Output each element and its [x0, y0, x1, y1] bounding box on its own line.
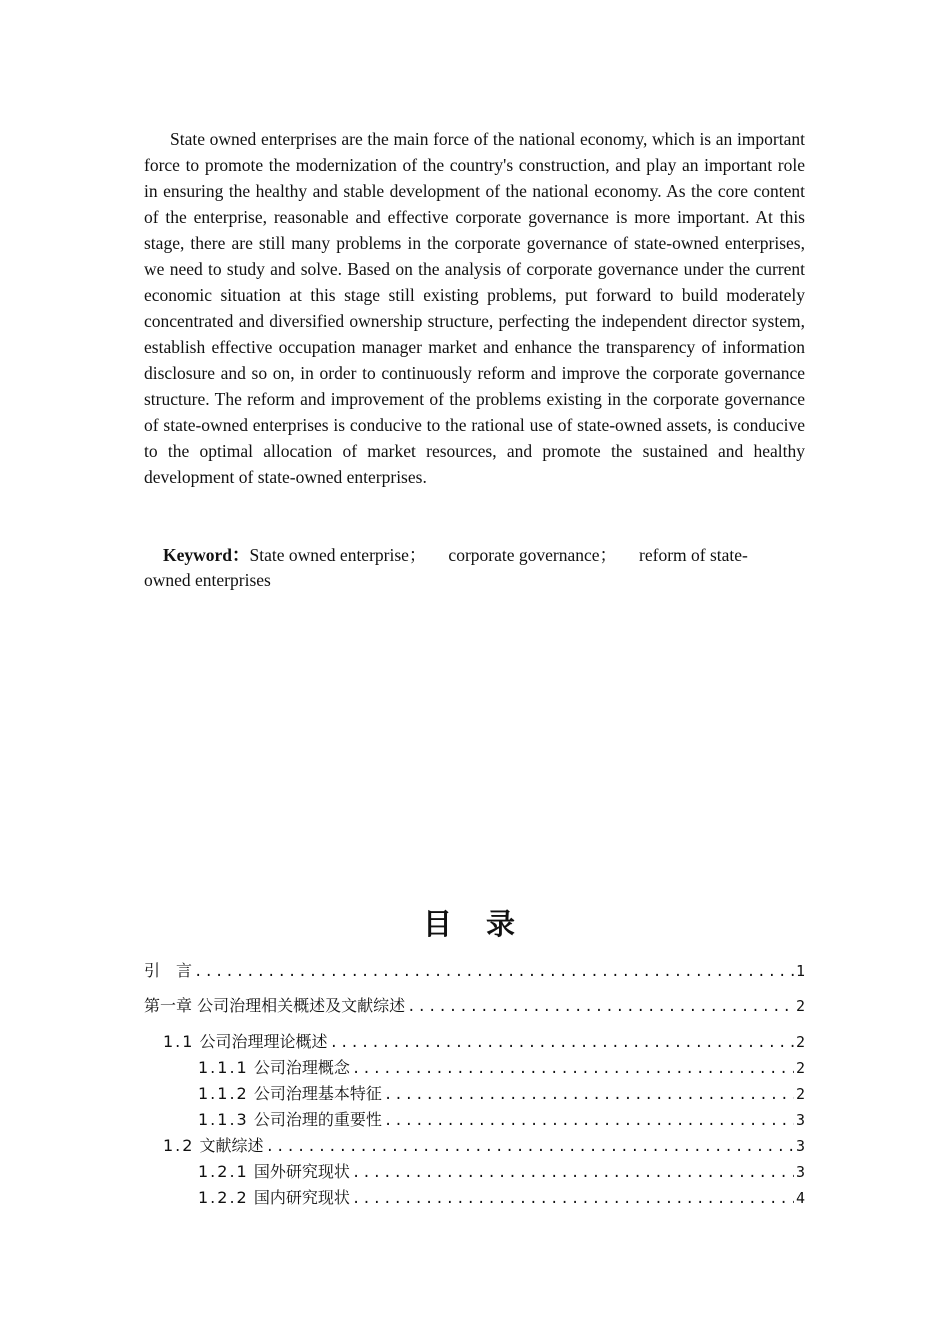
toc-entry-label	[163, 1135, 264, 1157]
toc-section-title: 公司治理概念	[253, 1058, 350, 1077]
toc-entry-label	[198, 1083, 382, 1105]
toc-entry[interactable]	[144, 995, 805, 1018]
toc-section-title: 公司治理基本特征	[253, 1084, 382, 1103]
toc-entry[interactable]	[198, 1187, 805, 1210]
toc-section-title: 公司治理的重要性	[253, 1110, 382, 1129]
toc-entry[interactable]	[198, 1161, 805, 1184]
toc-section-number: 1.1.3	[198, 1110, 249, 1129]
toc-section-number: 1.2.2	[198, 1188, 249, 1207]
toc-entry[interactable]	[198, 1083, 805, 1106]
toc-title: 目 录	[422, 907, 528, 941]
abstract-paragraph: State owned enterprises are the main force of the national economy, which is an important force to promote the modernization of the country's construction, and play an important role in ensuring the healthy and stable development of the national economy. As the core content of the enterprise, reasonable and effective corporate governance is more important. At this stage, there are still many problems in the corporate governance of state-owned enterprises, we need to study and solve. Based on the analysis of corporate governance under the current economic situation at this stage still existing problems, put forward to build moderately concentrated and diversified ownership structure, perfecting the independent director system, establish effective occupation manager market and enhance the transparency of information disclosure and so on, in order to continuously reform and improve the corporate governance structure. The reform and improvement of the problems existing in the corporate governance of state-owned enterprises is conducive to the rational use of state-owned assets, is conducive to the optimal allocation of market resources, and promote the sustained and healthy development of state-owned enterprises.	[144, 129, 805, 487]
toc-page-number: 4	[795, 1189, 805, 1207]
toc-dot-leader	[407, 996, 794, 1018]
toc-entry[interactable]	[163, 1135, 805, 1158]
toc-entry-label: 第一章 公司治理相关概述及文献综述	[144, 996, 406, 1015]
toc-section-title: 国内研究现状	[253, 1188, 350, 1207]
toc-entry-label	[198, 1109, 382, 1131]
toc-page-number: 2	[795, 1033, 805, 1051]
toc-entry-label	[198, 1161, 350, 1183]
toc-dot-leader	[266, 1136, 794, 1158]
toc-page-number: 2	[795, 1059, 805, 1077]
toc-page-number: 2	[795, 997, 805, 1015]
toc-entry-label	[198, 1057, 350, 1079]
toc-section-title: 国外研究现状	[253, 1162, 350, 1181]
toc-entry[interactable]	[163, 1031, 805, 1054]
toc-section-number: 1.1.1	[198, 1058, 249, 1077]
toc-section-title: 文献综述	[199, 1136, 264, 1155]
toc-entry[interactable]	[144, 960, 805, 983]
toc-page-number: 3	[795, 1111, 805, 1129]
keyword-item: corporate governance；	[448, 545, 618, 565]
toc-entry[interactable]	[198, 1109, 805, 1132]
toc-dot-leader	[194, 961, 794, 983]
toc-dot-leader	[352, 1188, 794, 1210]
toc-dot-leader	[384, 1110, 794, 1132]
toc-dot-leader	[330, 1032, 794, 1054]
keywords-line	[144, 543, 784, 593]
toc-entry-label	[198, 1187, 350, 1209]
toc-section-number: 1.1.2	[198, 1084, 249, 1103]
toc-page-number: 3	[795, 1137, 805, 1155]
toc-dot-leader	[352, 1058, 794, 1080]
keyword-item: reform of state-owned enterprises	[144, 545, 748, 590]
toc-page-number: 3	[795, 1163, 805, 1181]
keyword-item: State owned enterprise；	[249, 545, 427, 565]
toc-section-number: 1.1	[163, 1032, 195, 1051]
toc-page-number: 2	[795, 1085, 805, 1103]
toc-entry-label	[163, 1031, 328, 1053]
toc-entry[interactable]	[198, 1057, 805, 1080]
toc-page-number: 1	[795, 962, 805, 980]
toc-dot-leader	[352, 1162, 794, 1184]
toc-section-number: 1.2	[163, 1136, 195, 1155]
keywords-label: Keyword：	[163, 545, 250, 565]
toc-entry-label: 引 言	[144, 961, 193, 980]
toc-section-number: 1.2.1	[198, 1162, 249, 1181]
toc-section-title: 公司治理理论概述	[199, 1032, 328, 1051]
toc-dot-leader	[384, 1084, 794, 1106]
